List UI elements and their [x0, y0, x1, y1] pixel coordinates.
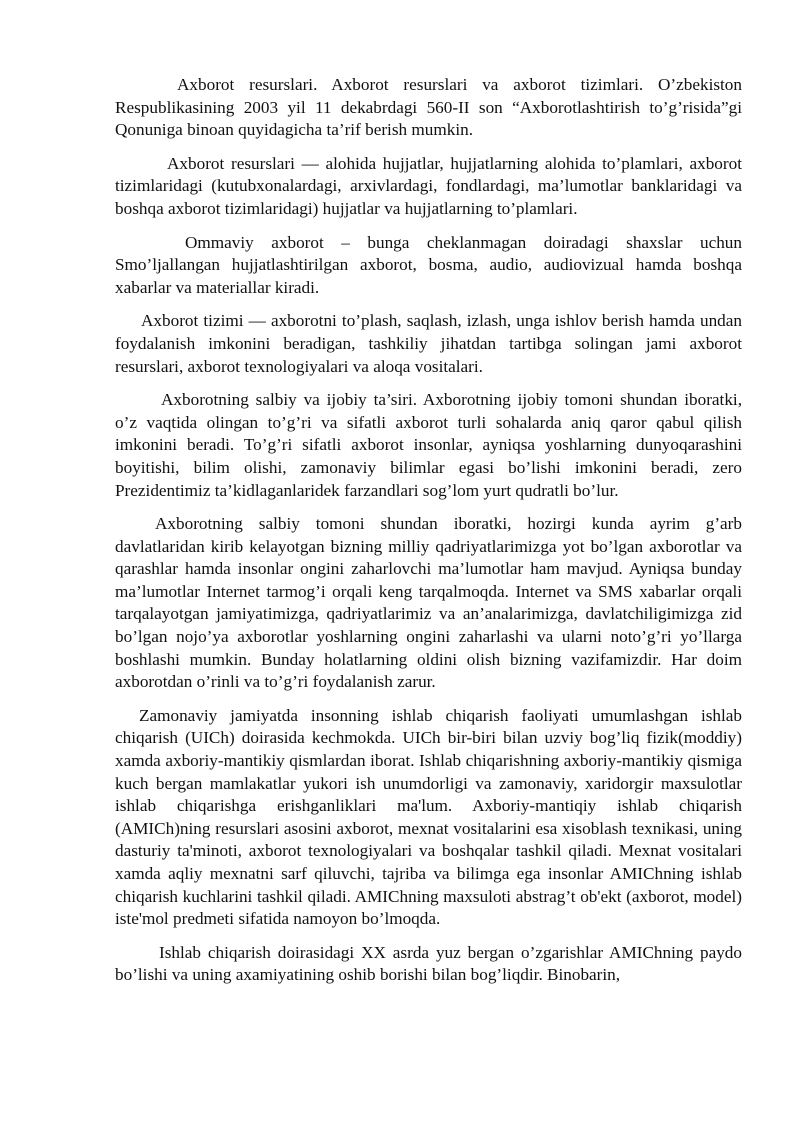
paragraph-axborot-tasiri: Axborotning salbiy va ijobiy ta’siri. Axborotning ijobiy tomoni shundan iboratki, o’z vaqtida olingan to’g’ri va sifatli axborot turli sohalarda aniq qaror qabul qilish imkonini beradi. To’g’ri sifatli axborot insonlar, ayniqsa yoshlarning dunyoqarashini boyitishi, bilim olishi, zamonaviy bilimlar egasi bo’lishi imkonini beradi, zero Prezidentimiz ta’kidlaganlaridek farzandlari sog’lom yurt qudratli bo’lur. [115, 390, 742, 500]
paragraph-axborot-resurslari-definition: Axborot resurslari — alohida hujjatlar, hujjatlarning alohida to’plamlari, axborot tizimlaridagi (kutubxonalardagi, arxivlardagi, fondlardagi, ma’lumotlar banklaridagi va boshqa axborot tizimlaridagi) hujjatlar va hujjatlarning to’plamlari. [115, 153, 742, 218]
paragraph-zamonaviy-jamiyat: Zamonaviy jamiyatda insonning ishlab chiqarish faoliyati umumlashgan ishlab chiqarish (UICh) doirasida kechmokda. UICh bir-biri bilan uzviy bog’liq fizik(moddiy) xamda axboriy-mantikiy qismlardan iborat. Ishlab chiqarishning axboriy-mantikiy qismiga kuch bergan mamlakatlar yukori ish unumdorligi va zamonaviy, xaridorgir maxsulotlar ishlab chiqarishga erishganliklari ma'lum. Axboriy-mantiqiy ishlab chiqarish (AMICh)ning resurslari asosini axborot, mexnat vositalarini esa xisoblash texnikasi, uning dasturiy ta'minoti, axborot texnologiyalari va boshqalar tashkil qiladi. Mexnat vositalari xamda aqliy mexnatni sarf qiluvchi, tajriba va bilimga ega insonlar AMIChning ishlab chiqarish kuchlarini tashkil qiladi. AMIChning maxsuloti abstrag’t ob'ekt (axborot, model) iste'mol predmeti sifatida namoyon bo’lmoqda. [115, 705, 742, 929]
paragraph-ommaviy-axborot: Ommaviy axborot – bunga cheklanmagan doiradagi shaxslar uchun Smo’ljallangan hujjatlashtirilgan axborot, bosma, audio, audiovizual hamda boshqa xabarlar va materiallar kiradi. [115, 232, 742, 297]
paragraph-axborot-resurslari-intro: Axborot resurslari. Axborot resurslari va axborot tizimlari. O’zbekiston Respublikasining 2003 yil 11 dekabrdagi 560-II son “Axborotlashtirish to’g’risida”gi Qonuniga binoan quyidagicha ta’rif berish mumkin. [115, 75, 742, 140]
paragraph-axborot-tizimi: Axborot tizimi — axborotni to’plash, saqlash, izlash, unga ishlov berish hamda undan foydalanish imkonini beradigan, tashkiliy jihatdan tartibga solingan jami axborot resurslari, axborot texnologiyalari va aloqa vositalari. [115, 311, 742, 376]
paragraph-salbiy-tomoni: Axborotning salbiy tomoni shundan iboratki, hozirgi kunda ayrim g’arb davlatlaridan kirib kelayotgan bizning milliy qadriyatlarimizga yot bo’lgan axborotlar va qarashlar hamda insonlar ongini zaharlovchi ma’lumotlar ham mavjud. Ayniqsa bunday ma’lumotlar Internet tarmog’i orqali keng tarqalmoqda. Internet va SMS xabarlar orqali tarqalayotgan jamiyatimizga, qadriyatlarimiz va an’analarimizga, davlatchiligimizga zid bo’lgan nojo’ya axborotlar yoshlarning ongini zaharlashi va ularni noto’g’ri yo’llarga boshlashi mumkin. Bunday holatlarning oldini olish bizning vazifamizdir. Har doim axborotdan o’rinli va to’g’ri foydalanish zarur. [115, 514, 742, 692]
paragraph-ishlab-chiqarish: Ishlab chiqarish doirasidagi XX asrda yuz bergan o’zgarishlar AMIChning paydo bo’lishi va uning axamiyatining oshib borishi bilan bog’liqdir. Binobarin, [115, 942, 742, 985]
document-page [115, 74, 742, 998]
